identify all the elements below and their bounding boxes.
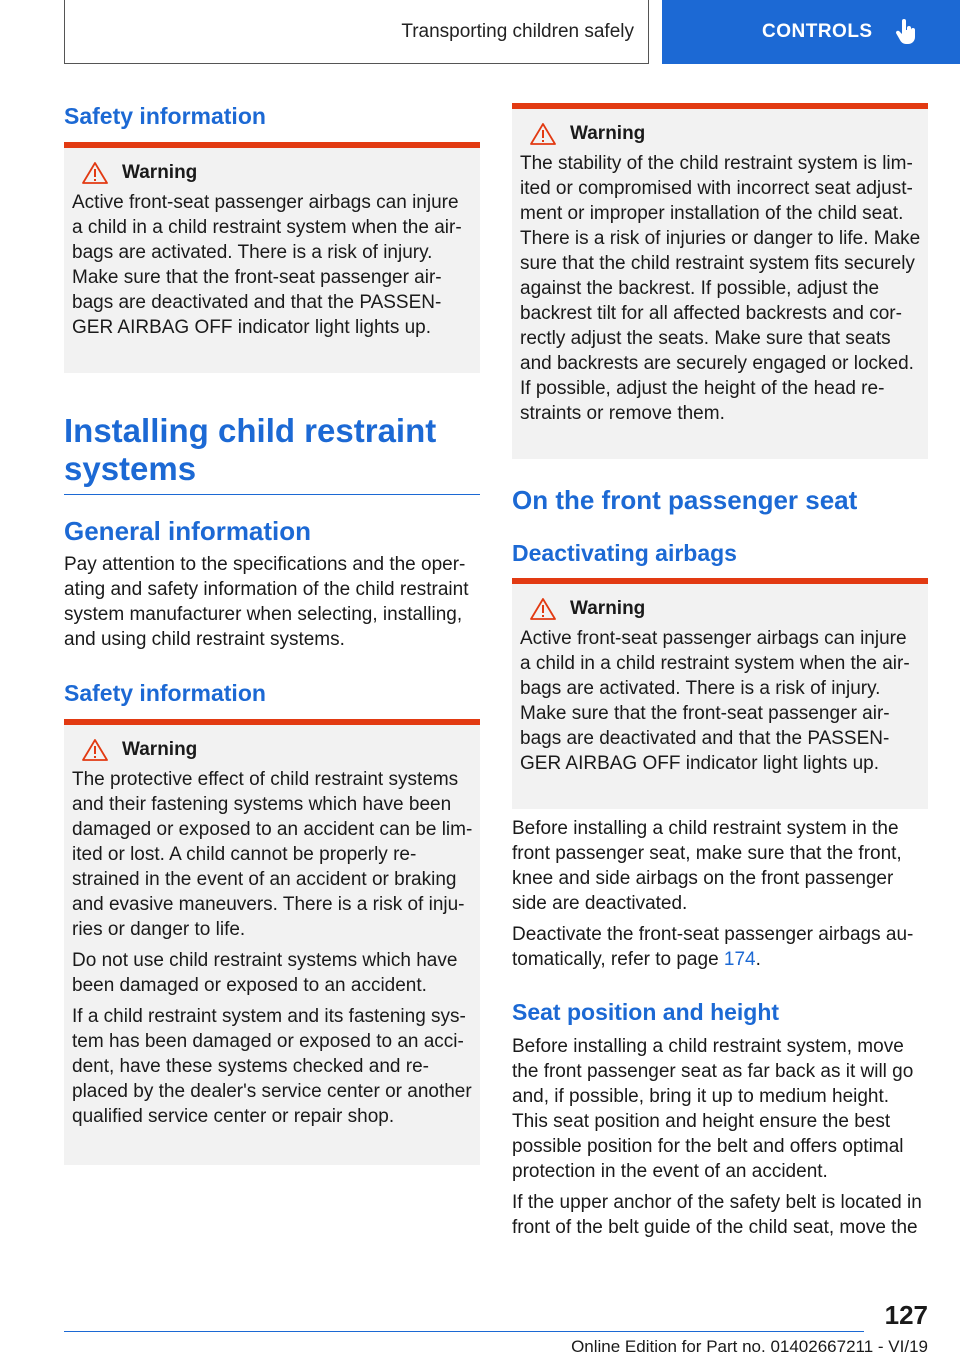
warning-box-airbags-2 (512, 578, 928, 809)
warning-box-stability (512, 103, 928, 459)
chapter-title: CONTROLS (762, 21, 873, 42)
general-information-heading: General information (64, 516, 312, 546)
safety-information-heading-2: Safety information (64, 680, 266, 706)
deactivation-body (512, 816, 928, 978)
page-reference-link[interactable]: 174 (723, 949, 756, 970)
seat-position-text-1: Before installing a child restraint system, move the front passenger seat as far back as it will go and, if possible, bring it up to medium height. This seat position and height ensure the best possible position for the belt and offers optimal protection in the event of an accident. (512, 1036, 914, 1182)
warning-triangle-icon (82, 739, 108, 761)
warning-text-2: Do not use child restraint systems which have been damaged or exposed to an accident. (72, 950, 458, 996)
warning-title: Warning (122, 162, 198, 183)
warning-text: Active front-seat passenger airbags can injure a child in a child restraint system when the air-bags are activated. There is a risk of injury. Make sure that the front-seat passenger air-bags are deactivated and that the PASSEN-GER AIRBAG OFF indicator light lights up. (72, 192, 462, 338)
seat-position-body (512, 1034, 928, 1246)
before-installing-text: Before installing a child restraint system in the front passenger seat, make sure that the front, knee and side airbags on the front passenger side are deactivated. (512, 818, 902, 914)
seat-position-text-2: If the upper anchor of the safety belt is located in front of the belt guide of the child seat, move the (512, 1192, 922, 1238)
section-title: Transporting children safely (401, 20, 634, 42)
warning-title: Warning (122, 739, 198, 760)
warning-title: Warning (570, 123, 646, 144)
warning-box-damaged (64, 719, 480, 1165)
pointing-hand-icon (895, 19, 917, 45)
header-chapter-tab[interactable] (662, 0, 960, 64)
front-passenger-seat-heading: On the front passenger seat (512, 485, 858, 515)
footer-divider (64, 1331, 864, 1332)
warning-box-airbags (64, 142, 480, 373)
warning-triangle-icon (530, 598, 556, 620)
warning-text-3: If a child restraint system and its fastening sys-tem has been damaged or exposed to an acci-dent, have these systems checked and re-placed by the dealer's service center or another qualified service center or repair shop. (72, 1006, 472, 1127)
seat-position-heading: Seat position and height (512, 999, 780, 1025)
warning-text: Active front-seat passenger airbags can injure a child in a child restraint system when the air-bags are activated. There is a risk of injury. Make sure that the front-seat passenger air-bags are deactivated and that the PASSEN-GER AIRBAG OFF indicator light lights up. (520, 628, 910, 774)
safety-information-heading: Safety information (64, 103, 266, 129)
header-section-title (64, 0, 649, 64)
warning-text: The stability of the child restraint system is lim-ited or compromised with incorrect seat adjust-ment or improper installation of the child seat. There is a risk of injuries or danger to life. Make sure that the child restraint system fits securely against the backrest. If possible, adjust the backrest tilt for all affected backrests and cor-rectly adjust the seats. Make sure that seats and backrests are securely engaged or locked. If possible, adjust the height of the head re-straints or remove them. (520, 153, 921, 424)
footer-edition: Online Edition for Part no. 01402667211 - VI/19 (571, 1337, 928, 1356)
page-title: Installing child restraint systems (64, 412, 480, 495)
deactivate-instruction: Deactivate the front-seat passenger airbags au-tomatically, refer to page 174. (512, 924, 914, 970)
warning-triangle-icon (530, 123, 556, 145)
general-information-body (64, 552, 480, 658)
warning-text-1: The protective effect of child restraint systems and their fastening systems which have been damaged or exposed to an accident can be lim-ited or lost. A child cannot be properly re-strained in the event of an accident or braking and evasive maneuvers. There is a risk of inju-ries or danger to life. (72, 769, 473, 940)
page-number: 127 (884, 1300, 928, 1330)
warning-title: Warning (570, 598, 646, 619)
deactivating-airbags-heading: Deactivating airbags (512, 540, 737, 566)
warning-triangle-icon (82, 162, 108, 184)
general-information-text: Pay attention to the specifications and the oper-ating and safety information of the child restraint system manufacturer when selecting, installing, and using child restraint systems. (64, 554, 469, 650)
